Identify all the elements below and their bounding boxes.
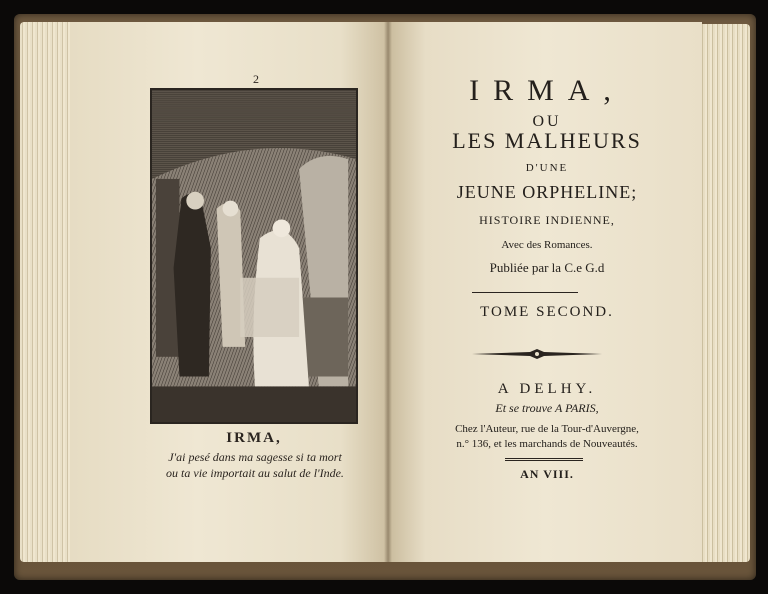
imprint-paris: Et se trouve A PARIS, xyxy=(495,401,599,415)
volume-label: TOME SECOND. xyxy=(480,304,614,320)
publisher-line: Publiée par la C.e G.d xyxy=(489,260,605,275)
title-irma: IRMA, xyxy=(469,74,625,107)
ornament-rule-icon xyxy=(470,348,604,360)
subtitle-avec-romances: Avec des Romances. xyxy=(501,239,593,251)
title-d-une: D'UNE xyxy=(525,162,569,174)
title-jeune-orpheline: JEUNE ORPHELINE; xyxy=(456,182,638,202)
subtitle-histoire-indienne: HISTOIRE INDIENNE, xyxy=(479,213,615,227)
page-edges-left xyxy=(20,22,70,562)
imprint-place: A DELHY. xyxy=(497,381,597,397)
title-ou: OU xyxy=(532,113,562,130)
double-rule-top xyxy=(505,458,583,459)
imprint-sellers: n.° 136, et les marchands de Nouveautés. xyxy=(456,438,638,450)
page-number: 2 xyxy=(253,72,259,86)
caption-line-2: ou ta vie importait au salut de l'Inde. xyxy=(166,466,344,480)
figure-man xyxy=(174,194,211,377)
caption-line-1: J'ai pesé dans ma sagesse si ta mort xyxy=(168,450,342,464)
rule-divider xyxy=(472,292,578,293)
page-edges-right xyxy=(700,24,750,562)
imprint-year: AN VIII. xyxy=(520,467,574,481)
double-rule-bottom xyxy=(505,460,583,461)
caption-title: IRMA, xyxy=(226,430,282,446)
title-les-malheurs: LES MALHEURS xyxy=(452,128,642,153)
imprint-address: Chez l'Auteur, rue de la Tour-d'Auvergne, xyxy=(455,423,639,435)
book-gutter xyxy=(384,22,392,562)
frontispiece-engraving xyxy=(150,88,358,424)
